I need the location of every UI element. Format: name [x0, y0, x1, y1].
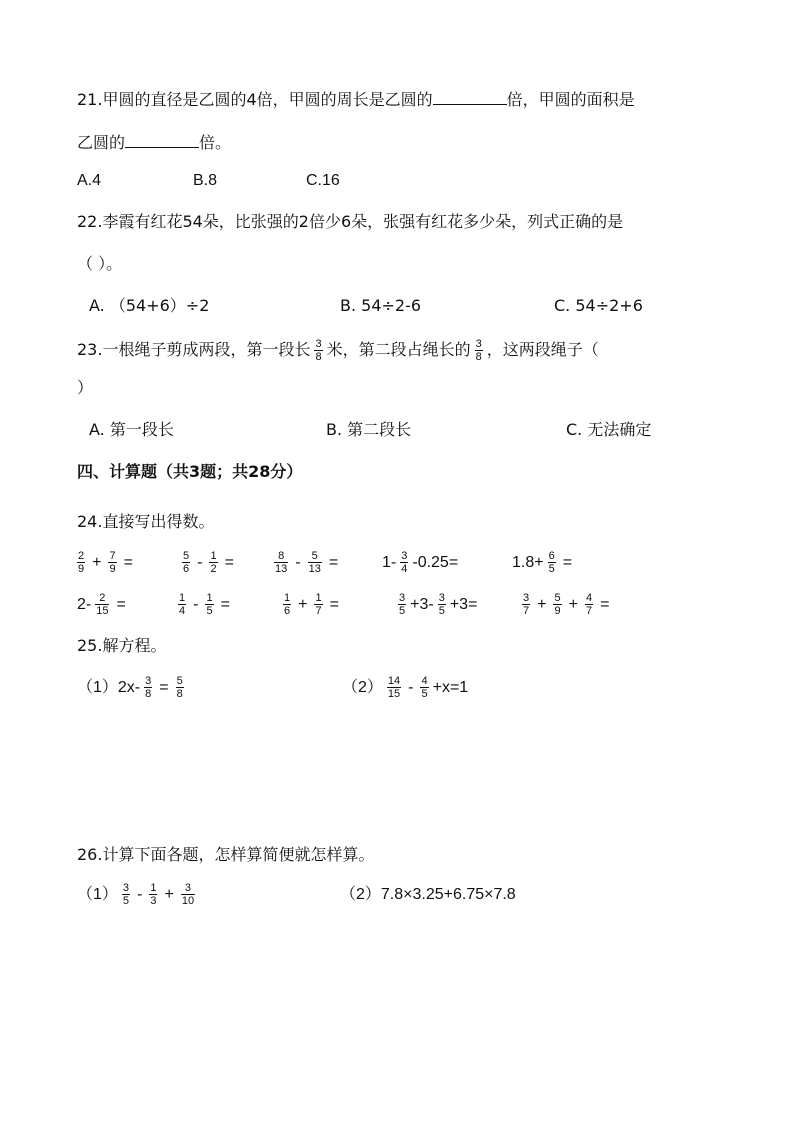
q24-problem: 1.8+ $\frac{6}{5}$ = [512, 550, 573, 576]
fraction: $\frac{2}{9}$ [78, 550, 85, 576]
q22-line-1: 22.李霞有红花54朵，比张强的2倍少6朵，张强有红花多少朵，列式正确的是 [77, 212, 624, 231]
fraction: $\frac{1}{4}$ [179, 592, 186, 618]
q24-problem: 2- $\frac{2}{15}$ = [77, 592, 126, 618]
q23-line-2: ） [77, 378, 94, 397]
q21-line-1 [77, 88, 635, 110]
q26-expression-2: （2）7.8×3.25+6.75×7.8 [340, 886, 516, 903]
q21-blank-2[interactable] [125, 131, 199, 148]
q24-problem: $\frac{5}{6}$ - $\frac{1}{2}$ = [183, 550, 234, 576]
fraction: $\frac{3}{4}$ [401, 550, 408, 576]
q25-equation-2: （2） $\frac{14}{15}$ - $\frac{4}{5}$ +x=1 [342, 675, 469, 701]
q23-fraction-2: $\frac{3}{8}$ [475, 338, 482, 363]
fraction: $\frac{7}{9}$ [109, 550, 116, 576]
q25-equation-1: （1）2x- $\frac{3}{8}$ = $\frac{5}{8}$ [77, 675, 183, 701]
q21-text-c: 乙圆的 [77, 133, 126, 152]
fraction: $\frac{5}{13}$ [308, 550, 321, 576]
q23-option-c[interactable]: C. 无法确定 [566, 420, 652, 439]
fraction: $\frac{2}{15}$ [96, 592, 109, 618]
fraction: $\frac{3}{10}$ [181, 882, 195, 908]
q21-option-c[interactable]: C.16 [306, 172, 340, 189]
fraction: $\frac{3}{5}$ [438, 592, 445, 618]
fraction: $\frac{8}{13}$ [275, 550, 288, 576]
fraction: $\frac{3}{8}$ [145, 675, 152, 701]
fraction: $\frac{3}{5}$ [399, 592, 406, 618]
q21-text-d: 倍。 [199, 133, 232, 152]
fraction: $\frac{1}{5}$ [206, 592, 213, 618]
q23-option-b[interactable]: B. 第二段长 [326, 420, 412, 439]
fraction: $\frac{1}{3}$ [150, 882, 157, 908]
fraction: $\frac{5}{9}$ [554, 592, 561, 618]
q26-expression-1: （1） $\frac{3}{5}$ - $\frac{1}{3}$ + $\frac{3}{10}$ [77, 882, 195, 908]
fraction: $\frac{3}{5}$ [122, 882, 130, 908]
q23-fraction-1: $\frac{3}{8}$ [315, 338, 322, 363]
q22-option-b[interactable]: B. 54÷2-6 [340, 296, 422, 315]
fraction: $\frac{1}{7}$ [315, 592, 322, 618]
q21-line-2 [77, 131, 231, 153]
q23-text-c: ，这两段绳子（ [486, 340, 599, 359]
q24-problem: $\frac{1}{4}$ - $\frac{1}{5}$ = [179, 592, 230, 618]
q24-problem: $\frac{2}{9}$ + $\frac{7}{9}$ = [78, 550, 133, 576]
fraction: $\frac{1}{6}$ [284, 592, 291, 618]
q21-text-a: 21.甲圆的直径是乙圆的4倍，甲圆的周长是乙圆的 [77, 90, 433, 109]
q25-title: 25.解方程。 [77, 636, 167, 655]
q22-option-c[interactable]: C. 54÷2+6 [554, 296, 643, 315]
fraction: $\frac{6}{5}$ [548, 550, 555, 576]
fraction: $\frac{4}{5}$ [421, 675, 428, 701]
fraction: $\frac{1}{2}$ [210, 550, 217, 576]
q24-problem: $\frac{1}{6}$ + $\frac{1}{7}$ = [284, 592, 339, 618]
q23-text-b: 米，第二段占绳长的 [326, 340, 471, 359]
fraction: $\frac{5}{8}$ [176, 675, 183, 701]
q21-text-b: 倍，甲圆的面积是 [506, 90, 635, 109]
fraction: $\frac{14}{15}$ [387, 675, 401, 701]
q24-problem: $\frac{8}{13}$ - $\frac{5}{13}$ = [275, 550, 339, 576]
fraction: $\frac{5}{6}$ [183, 550, 190, 576]
q22-option-a[interactable]: A. （54+6）÷2 [89, 296, 210, 315]
q24-problem: $\frac{3}{5}$ +3- $\frac{3}{5}$ +3= [399, 592, 478, 618]
q23-line-1 [77, 335, 599, 365]
section-heading: 四、计算题（共3题；共28分） [77, 462, 303, 481]
q24-problem: 1- $\frac{3}{4}$ -0.25= [382, 550, 459, 576]
q26-title: 26.计算下面各题，怎样算简便就怎样算。 [77, 845, 375, 864]
fraction: $\frac{4}{7}$ [585, 592, 593, 618]
q21-option-b[interactable]: B.8 [193, 172, 218, 189]
q22-line-2: （ ）。 [77, 254, 123, 273]
q23-option-a[interactable]: A. 第一段长 [89, 420, 174, 439]
q23-text-a: 23.一根绳子剪成两段，第一段长 [77, 340, 311, 359]
q21-option-a[interactable]: A.4 [77, 172, 102, 189]
fraction: $\frac{3}{7}$ [523, 592, 530, 618]
q24-title: 24.直接写出得数。 [77, 512, 215, 531]
q24-problem: $\frac{3}{7}$ + $\frac{5}{9}$ + $\frac{4}{7}$ = [523, 592, 610, 618]
q21-blank-1[interactable] [433, 88, 507, 105]
